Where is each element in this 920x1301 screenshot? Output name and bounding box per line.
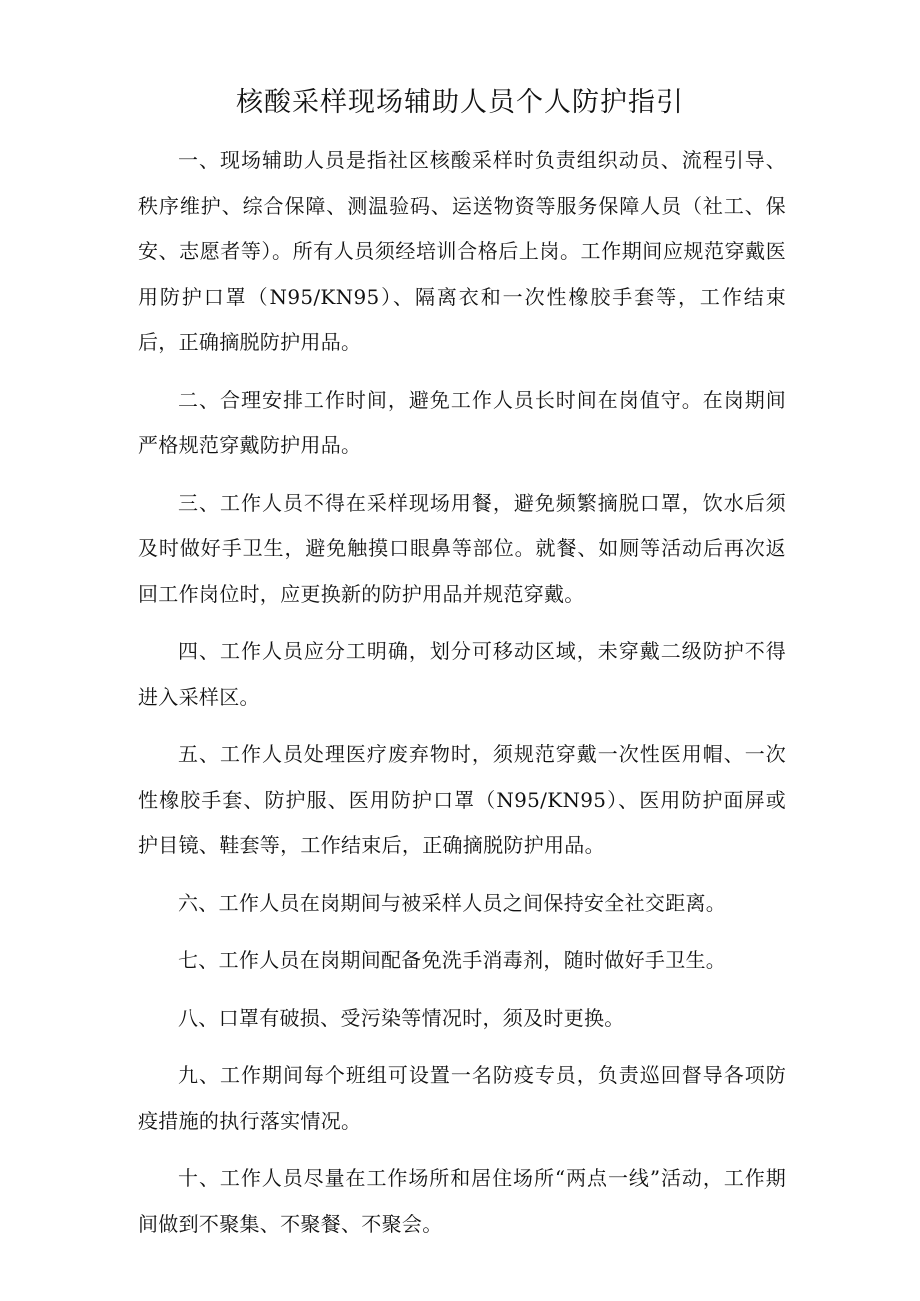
paragraph-2: 二、合理安排工作时间，避免工作人员长时间在岗值守。在岗期间严格规范穿戴防护用品。 xyxy=(138,387,786,457)
paragraph-9: 九、工作期间每个班组可设置一名防疫专员，负责巡回督导各项防疫措施的执行落实情况。 xyxy=(138,1063,786,1133)
paragraph-1: 一、现场辅助人员是指社区核酸采样时负责组织动员、流程引导、秩序维护、综合保障、测温验码、运送物资等服务保障人员（社工、保安、志愿者等）。所有人员须经培训合格后上岗。工作期间应规范穿戴医用防护口罩（N95/KN95）、隔离衣和一次性橡胶手套等，工作结束后，正确摘脱防护用品。 xyxy=(138,148,786,354)
paragraph-5: 五、工作人员处理医疗废弃物时，须规范穿戴一次性医用帽、一次性橡胶手套、防护服、医用防护口罩（N95/KN95）、医用防护面屏或护目镜、鞋套等，工作结束后，正确摘脱防护用品。 xyxy=(138,742,786,857)
paragraph-8: 八、口罩有破损、受污染等情况时，须及时更换。 xyxy=(178,1005,625,1030)
document-title: 核酸采样现场辅助人员个人防护指引 xyxy=(236,87,684,118)
document-body xyxy=(138,138,786,1259)
paragraph-3: 三、工作人员不得在采样现场用餐，避免频繁摘脱口罩，饮水后须及时做好手卫生，避免触摸口眼鼻等部位。就餐、如厕等活动后再次返回工作岗位时，应更换新的防护用品并规范穿戴。 xyxy=(138,490,786,606)
paragraph-4: 四、工作人员应分工明确，划分可移动区域，未穿戴二级防护不得进入采样区。 xyxy=(138,639,786,709)
paragraph-6: 六、工作人员在岗期间与被采样人员之间保持安全社交距离。 xyxy=(178,890,727,915)
paragraph-10: 十、工作人员尽量在工作场所和居住场所“两点一线”活动，工作期间做到不聚集、不聚餐、不聚会。 xyxy=(138,1166,786,1236)
paragraph-7: 七、工作人员在岗期间配备免洗手消毒剂，随时做好手卫生。 xyxy=(178,948,727,972)
